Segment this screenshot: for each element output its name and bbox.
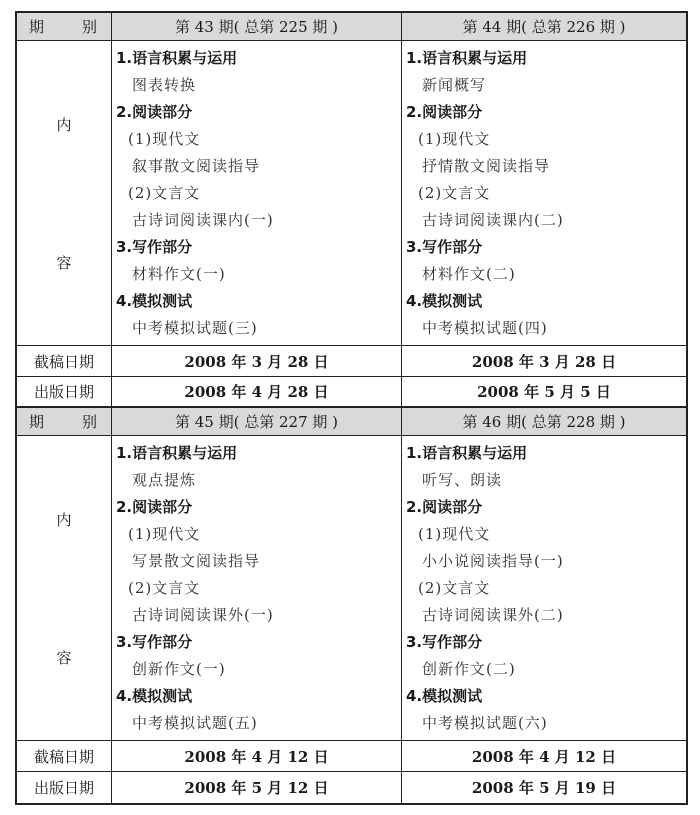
content-row [17,436,686,741]
section-heading: 3.写作部分 [406,633,483,651]
issue-header-row [17,13,686,41]
section-heading: 4.模拟测试 [116,687,193,705]
issue-contents [112,436,402,740]
list-item: 材料作文(二) [422,265,516,283]
list-item: (2)文言文 [128,184,201,202]
section-heading: 2.阅读部分 [116,103,193,121]
issue-contents [402,436,686,740]
list-item: 新闻概写 [422,76,487,94]
list-item: 古诗词阅读课外(一) [132,606,274,624]
publish-row [17,377,686,408]
deadline-date: 2008 年 4 月 12 日 [112,741,402,771]
section-heading: 4.模拟测试 [406,687,483,705]
section-heading: 3.写作部分 [116,633,193,651]
list-item: (1)现代文 [128,130,201,148]
deadline-date: 2008 年 3 月 28 日 [471,352,617,371]
section-heading: 2.阅读部分 [116,498,193,516]
list-item: 写景散文阅读指导 [132,552,261,570]
list-item: 叙事散文阅读指导 [132,157,261,175]
publish-date: 2008 年 4 月 28 日 [112,377,402,406]
issue-label: 期 别 [17,408,112,435]
section-heading: 4.模拟测试 [116,292,193,310]
section-heading: 1.语言积累与运用 [116,49,238,67]
section-heading: 1.语言积累与运用 [406,49,528,67]
publish-row [17,772,686,803]
list-item: 古诗词阅读课外(二) [422,606,564,624]
issue-header-row [17,408,686,436]
deadline-row [17,741,686,772]
section-heading: 1.语言积累与运用 [116,444,238,462]
section-heading: 3.写作部分 [406,238,483,256]
issue-contents [402,41,686,345]
list-item: 中考模拟试题(三) [132,319,258,337]
list-item: (2)文言文 [418,579,491,597]
list-item: (1)现代文 [418,525,491,543]
deadline-date: 2008 年 3 月 28 日 [112,346,402,376]
list-item: 创新作文(二) [422,660,516,678]
deadline-date: 2008 年 4 月 12 日 [471,747,617,766]
issue-title: 第 43 期( 总第 225 期 ) [112,13,402,40]
list-item: 抒情散文阅读指导 [422,157,551,175]
deadline-label: 截稿日期 [17,741,112,771]
content-row [17,41,686,346]
deadline-label: 截稿日期 [17,346,112,376]
issue-contents [112,41,402,345]
issue-title: 第 46 期( 总第 228 期 ) [462,413,626,431]
list-item: (2)文言文 [418,184,491,202]
publish-date: 2008 年 5 月 12 日 [112,772,402,803]
issue-label: 期 别 [17,13,112,40]
publish-date: 2008 年 5 月 19 日 [471,779,617,797]
list-item: (1)现代文 [128,525,201,543]
deadline-row [17,346,686,377]
content-label: 内 容 [17,436,112,740]
list-item: 古诗词阅读课内(二) [422,211,564,229]
section-heading: 2.阅读部分 [406,103,483,121]
list-item: 材料作文(一) [132,265,226,283]
list-item: (2)文言文 [128,579,201,597]
schedule-table [15,11,688,805]
issue-title: 第 45 期( 总第 227 期 ) [112,408,402,435]
publish-date: 2008 年 5 月 5 日 [477,383,611,401]
list-item: (1)现代文 [418,130,491,148]
section-heading: 2.阅读部分 [406,498,483,516]
list-item: 中考模拟试题(五) [132,714,258,732]
list-item: 中考模拟试题(六) [422,714,548,732]
section-heading: 3.写作部分 [116,238,193,256]
list-item: 古诗词阅读课内(一) [132,211,274,229]
list-item: 小小说阅读指导(一) [422,552,564,570]
list-item: 图表转换 [132,76,197,94]
list-item: 观点提炼 [132,471,197,489]
content-label: 内 容 [17,41,112,345]
section-heading: 1.语言积累与运用 [406,444,528,462]
list-item: 中考模拟试题(四) [422,319,548,337]
publish-label: 出版日期 [17,772,112,803]
section-heading: 4.模拟测试 [406,292,483,310]
list-item: 听写、朗读 [422,471,503,489]
publish-label: 出版日期 [17,377,112,406]
list-item: 创新作文(一) [132,660,226,678]
issue-title: 第 44 期( 总第 226 期 ) [462,18,626,36]
